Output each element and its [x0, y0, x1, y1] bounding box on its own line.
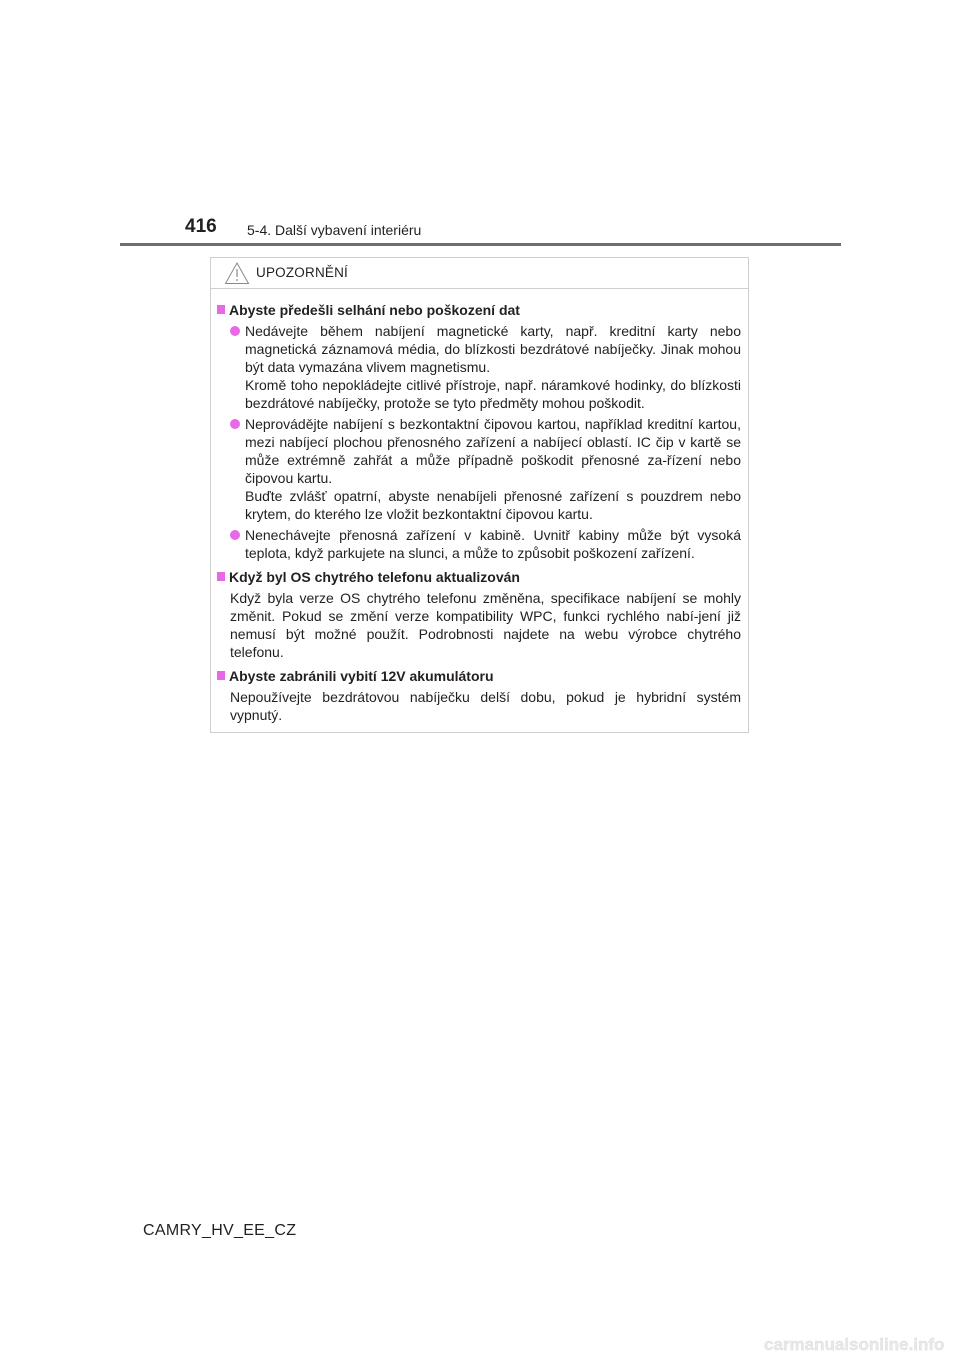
header-rule: [120, 243, 841, 246]
warning-body: [211, 289, 748, 724]
watermark-text: carmanualsonline.info: [764, 1335, 945, 1354]
section-battery: [216, 667, 741, 724]
bullet-text: Kromě toho nepokládejte citlivé přístroje, např. náramkové hodinky, do blízkosti bezdrátové nabíječky, protože se tyto předměty mohou poškodit.: [245, 377, 741, 411]
section-text: Když byla verze OS chytrého telefonu změněna, specifikace nabíjení se mohly změnit. Pokud se změní verze kompatibility WPC, funkci rychlého nabí-jení již nemusí být možné použít. Podrobnosti najdete na webu výrobce chytrého telefonu.: [230, 590, 741, 660]
section-data-protection: [216, 301, 741, 562]
bullet-text: Buďte zvlášť opatrní, abyste nenabíjeli přenosné zařízení s pouzdrem nebo krytem, do kterého lze vložit bezkontaktní čipovou kartu.: [245, 488, 741, 522]
section-os-update: [216, 568, 741, 661]
square-bullet-icon: [217, 305, 225, 314]
warning-header: [211, 258, 748, 289]
bullet-item: [216, 322, 741, 412]
bullet-item: [216, 526, 741, 562]
round-bullet-icon: [230, 419, 240, 429]
round-bullet-icon: [230, 326, 240, 336]
warning-box: [210, 257, 749, 733]
square-bullet-icon: [217, 572, 225, 581]
section-title-battery: Abyste zabránili vybití 12V akumulátoru: [216, 667, 741, 685]
warning-triangle-icon: [224, 261, 250, 285]
square-bullet-icon: [217, 671, 225, 680]
round-bullet-icon: [230, 530, 240, 540]
bullet-text: Nedávejte během nabíjení magnetické karty, např. kreditní karty nebo magnetická záznamová média, do blízkosti bezdrátové nabíječky. Jinak mohou být data vymazána vlivem magnetismu.: [245, 323, 741, 375]
bullet-text: Nenechávejte přenosná zařízení v kabině. Uvnitř kabiny může být vysoká teplota, když parkujete na slunci, a může to způsobit poškození zařízení.: [245, 527, 741, 561]
section-title: 5-4. Další vybavení interiéru: [247, 222, 422, 238]
section-text: Nepoužívejte bezdrátovou nabíječku delší dobu, pokud je hybridní systém vypnutý.: [230, 689, 741, 723]
watermark: [760, 1330, 960, 1358]
bullet-item: [216, 415, 741, 523]
warning-title: UPOZORNĚNÍ: [256, 265, 349, 280]
section-title-data: Abyste předešli selhání nebo poškození dat: [216, 301, 741, 319]
section-title-os: Když byl OS chytrého telefonu aktualizován: [216, 568, 741, 586]
bullet-text: Neprovádějte nabíjení s bezkontaktní čipovou kartou, například kreditní kartou, mezi nabíjecí plochou přenosného zařízení a nabíjecí oblastí. IC čip v kartě se může extrémně zahřát a může případně poškodit přenosné za-řízení nebo čipovou kartu.: [245, 416, 741, 486]
footer-code: CAMRY_HV_EE_CZ: [143, 1222, 297, 1239]
page-number: 416: [185, 216, 217, 237]
